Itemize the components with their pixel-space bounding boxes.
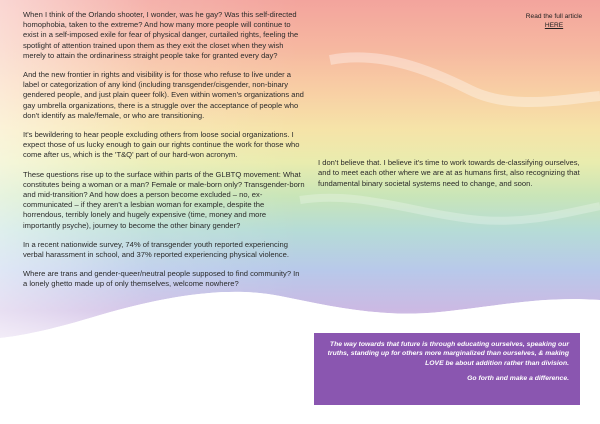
read-more (520, 12, 588, 30)
paragraph: I don't believe that. I believe it's time to work towards de-classifying ourselves, and to meet each other where we are at as humans first, also recognizing that fundamental binary societal systems need to change, and soon. (318, 158, 580, 188)
paragraph: It's bewildering to hear people excluding others from loose social organizations. I expect those of us lucky enough to gain our rights continue the work for those who come after us, which is the 'T&Q' part of our hard-won acronym. (23, 130, 300, 160)
read-more-text: Read the full article (525, 13, 583, 20)
quote-box (314, 333, 580, 405)
left-column (23, 10, 305, 299)
paragraph: Where are trans and gender-queer/neutral people supposed to find community? In a lonely ghetto made up of only themselves, welcome nowhere? (23, 269, 300, 289)
paragraph: When I think of the Orlando shooter, I wonder, was he gay? Was this self-directed homophobia, taken to the extreme? And how many more people will continue to exist in a self-imposed exile for fear of physical danger, curtailed rights, feeling the spotlight of attention trained upon them as they exit the closet when they wish merely to attain the ordinariness straight people take for granted every day? (23, 10, 299, 60)
paragraph: These questions rise up to the surface within parts of the GLBTQ movement: What constitutes being a woman or a man? Female or male-born only? Transgender-born and mid-transition? And how does a person become excluded – no, ex-communicated – if they aren't a lesbian woman for example, despite the horrendous, terribly lonely and hugely expensive (time, money and more importantly psyche), journey to become the other binary gender? (23, 169, 305, 230)
right-column (318, 158, 586, 189)
paragraph: In a recent nationwide survey, 74% of transgender youth reported experiencing verbal harassment in school, and 37% reported experiencing physical violence. (23, 239, 289, 260)
quote-closing: Go forth and make a difference. (467, 375, 569, 383)
read-more-link[interactable]: HERE (544, 22, 564, 29)
quote-text: The way towards that future is through educating ourselves, speaking our truths, standing up for others more marginalized than ourselves, & making LOVE be about addition rather than division. (327, 341, 569, 367)
paragraph: And the new frontier in rights and visibility is for those who refuse to live under a label or categorization of any kind (including transgender/cisgender, non-binary gendered people, and just plain queer folk). Even within women's organizations and gay umbrella organizations, there is a struggle over the acceptance of people who don't identify as male/female, or who are transitioning. (23, 70, 304, 120)
